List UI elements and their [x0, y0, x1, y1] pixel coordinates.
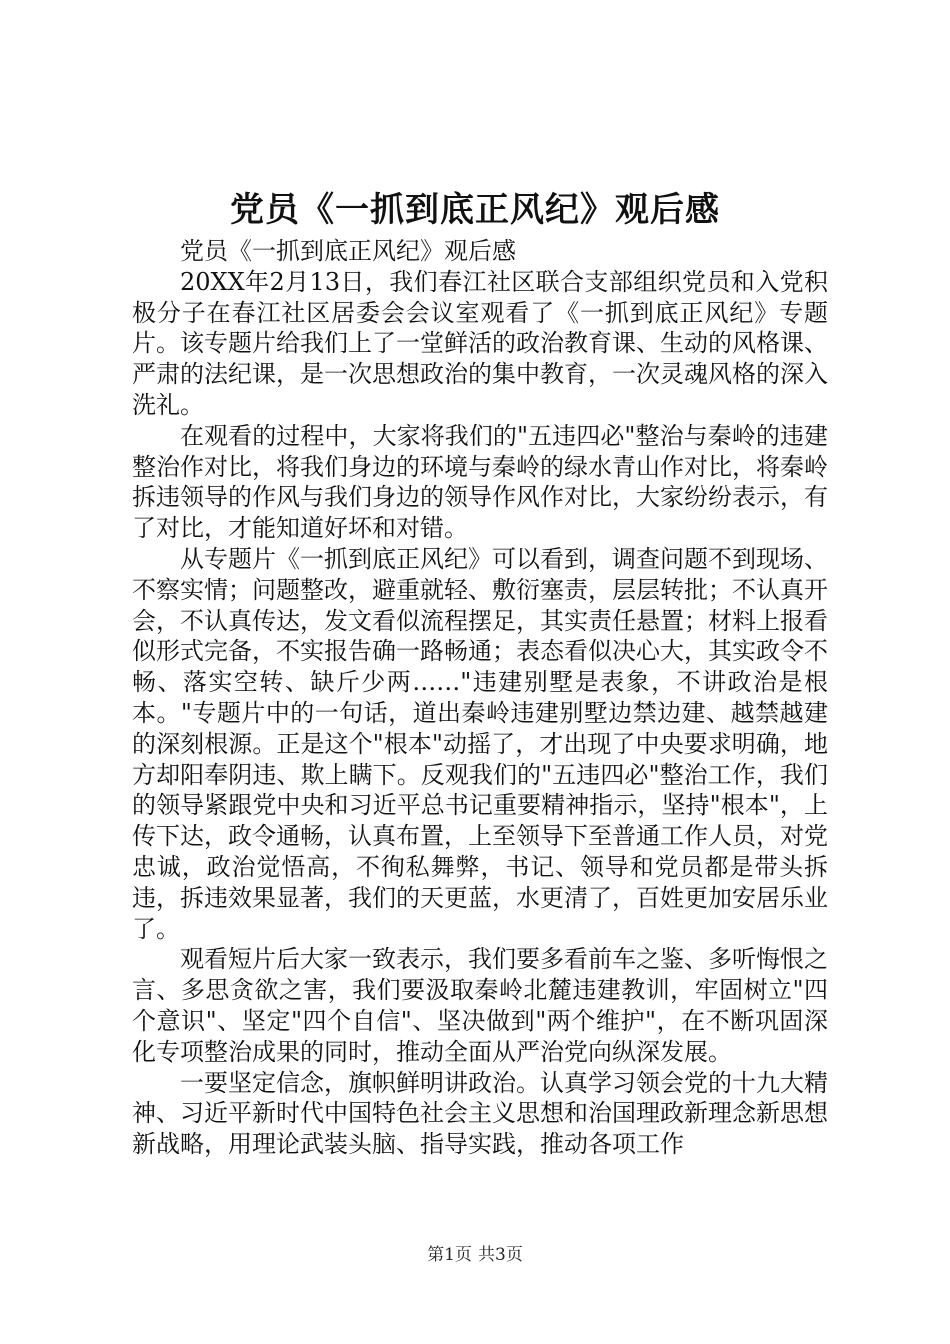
page-number: 第1页: [427, 1245, 472, 1265]
paragraph: 观看短片后大家一致表示，我们要多看前车之鉴、多听悔恨之言、多思贪欲之害，我们要汲取秦岭北麓违建教训，牢固树立"四个意识"、坚定"四个自信"、坚决做到"两个维护"，在不断巩固深化专项整治成果的同时，推动全面从严治党向纵深发展。: [132, 945, 828, 1066]
paragraph: 从专题片《一抓到底正风纪》可以看到，调查问题不到现场、不察实情；问题整改，避重就轻、敷衍塞责，层层转批；不认真开会，不认真传达，发文看似流程摆足，其实责任悬置；材料上报看似形式完备，不实报告确一路畅通；表态看似决心大，其实政令不畅、落实空转、缺斤少两……"违建别墅是表象，不讲政治是根本。"专题片中的一句话，道出秦岭违建别墅边禁边建、越禁越建的深刻根源。正是这个"根本"动摇了，才出现了中央要求明确，地方却阳奉阴违、欺上瞒下。反观我们的"五违四必"整治工作，我们的领导紧跟党中央和习近平总书记重要精神指示，坚持"根本"，上传下达，政令通畅，认真布置，上至领导下至普通工作人员，对党忠诚，政治觉悟高，不徇私舞弊，书记、领导和党员都是带头拆违，拆违效果显著，我们的天更蓝，水更清了，百姓更加安居乐业了。: [132, 544, 828, 943]
document-title: 党员《一抓到底正风纪》观后感: [230, 190, 720, 230]
document-body: [132, 236, 828, 1160]
paragraph: 在观看的过程中，大家将我们的"五违四必"整治与秦岭的违建整治作对比，将我们身边的环境与秦岭的绿水青山作对比，将秦岭拆违领导的作风与我们身边的领导作风作对比，大家纷纷表示，有了对比，才能知道好坏和对错。: [132, 421, 828, 543]
page-footer: [0, 1244, 950, 1266]
paragraph: 20XX年2月13日，我们春江社区联合支部组织党员和入党积极分子在春江社区居委会会议室观看了《一抓到底正风纪》专题片。该专题片给我们上了一堂鲜活的政治教育课、生动的风格课、严肃的法纪课，是一次思想政治的集中教育，一次灵魂风格的深入洗礼。: [132, 267, 828, 419]
paragraph-subtitle: 党员《一抓到底正风纪》观后感: [180, 237, 516, 265]
page-total: 共3页: [478, 1245, 523, 1265]
paragraph: 一要坚定信念，旗帜鲜明讲政治。认真学习领会党的十九大精神、习近平新时代中国特色社会主义思想和治国理政新理念新思想新战略，用理论武装头脑、指导实践，推动各项工作: [132, 1068, 828, 1159]
